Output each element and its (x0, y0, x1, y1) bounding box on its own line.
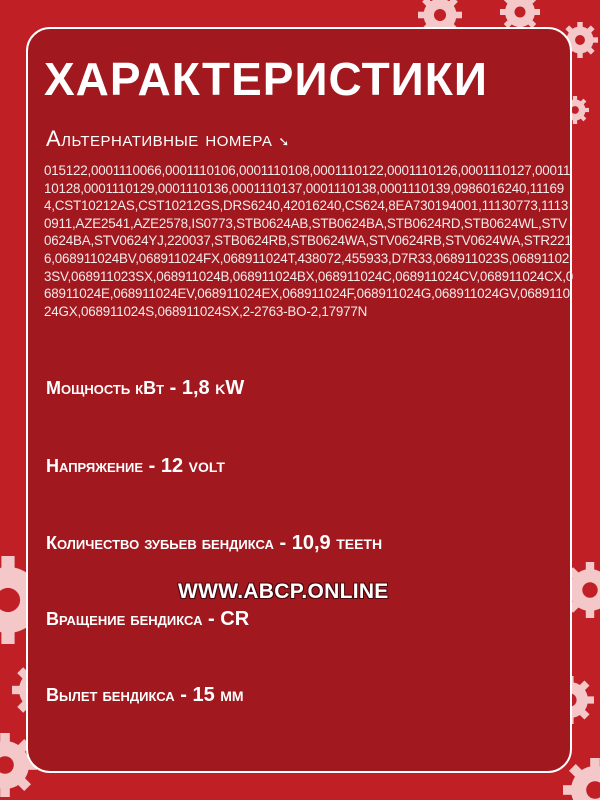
arrow-down-right-icon: ➘ (278, 134, 290, 149)
gear-icon (563, 758, 600, 800)
spec-separator: - (143, 455, 161, 477)
spec-label: Напряжение (46, 456, 144, 476)
spec-separator: - (164, 377, 182, 399)
spec-pinion-extension (46, 684, 244, 707)
spec-label: Вылет бендикса (46, 685, 175, 705)
watermark-url: WWW.ABCP.ONLINE (178, 580, 389, 603)
spec-power (46, 377, 244, 400)
spec-teeth (46, 532, 382, 555)
spec-value: 12 volt (160, 455, 225, 477)
alternative-numbers-list: 015122,0001110066,0001110106,0001110108,0001110122,0001110126,0001110127,0001110128,0001110129,0001110136,0001110137,0001110138,0001110139,0986016240,111694,CST10212AS,CST10212GS,DRS6240,42016240,CS624,8EA730194001,11130773,11130911,AZE2541,AZE2578,IS0773,STB0624AB,STB0624BA,STB0624RD,STB0624WL,STV0624BA,STV0624YJ,220037,STB0624RB,STB0624WA,STV0624RB,STV0624WA,STR2216,068911024BV,068911024FX,068911024T,438072,455933,D7R33,068911023S,068911023SV,068911023SX,068911024B,068911024BX,068911024C,068911024CV,068911024CX,068911024E,068911024EV,068911024EX,068911024F,068911024G,068911024GV,068911024GX,068911024S,068911024SX,2-2763-BO-2,17977N (44, 163, 574, 319)
alternative-numbers-label: Альтернативные номера (46, 126, 273, 151)
alternative-numbers-heading (46, 126, 290, 152)
spec-label: Количество зубьев бендикса (46, 533, 274, 553)
spec-value: 10,9 teeth (291, 532, 383, 554)
spec-label: Мощность кВт (46, 378, 165, 398)
spec-value: 15 мм (192, 684, 244, 706)
spec-label: Вращение бендикса (46, 609, 203, 629)
spec-value: CR (220, 608, 250, 630)
spec-voltage (46, 455, 225, 478)
spec-separator: - (174, 684, 193, 706)
spec-value: 1,8 kW (181, 377, 245, 399)
page-title: ХАРАКТЕРИСТИКИ (44, 53, 488, 105)
spec-separator: - (273, 532, 292, 554)
spec-separator: - (202, 608, 221, 630)
spec-rotation (46, 608, 249, 631)
